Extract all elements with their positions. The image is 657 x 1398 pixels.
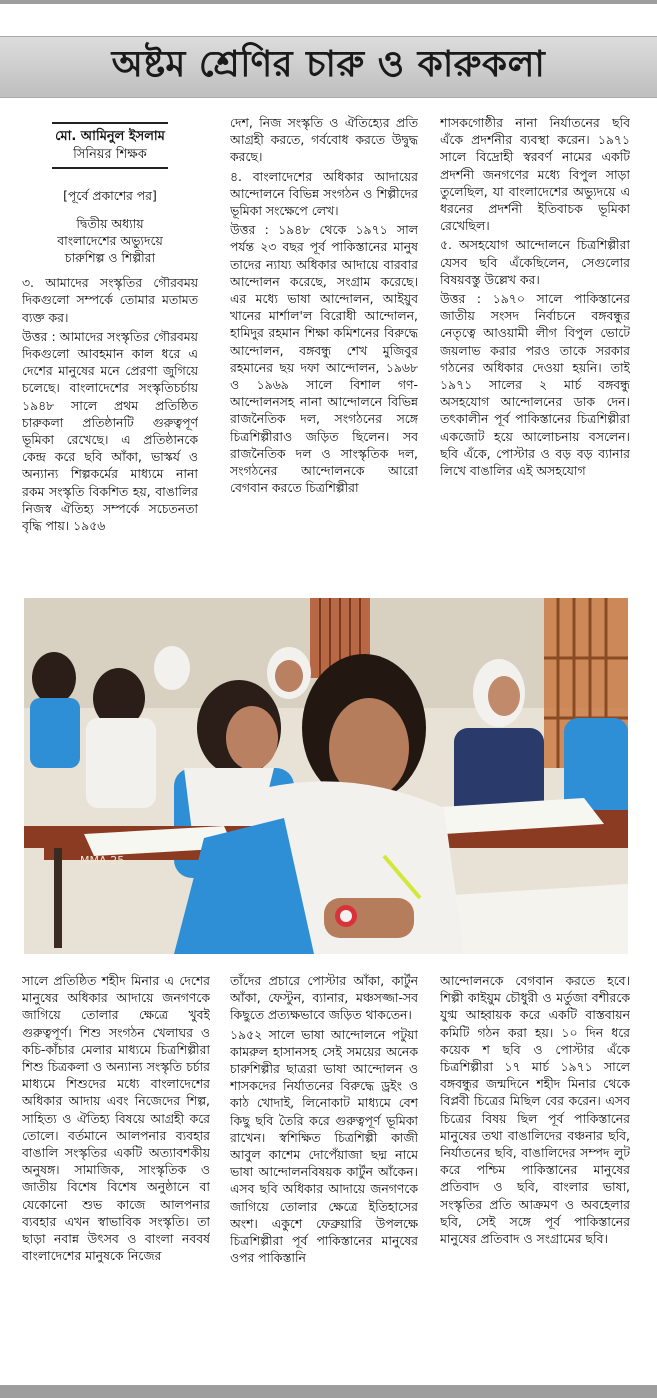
col6-para-1: আন্দোলনকে বেগবান করতে হবে। শিল্পী কাইয়ুম চৌধুরী ও মর্তুজা বশীরকে যুগ্ম আহ্বায়ক করে একটি বাস্তবায়ন কমিটি গঠন করা হয়। ১০ দিন ধরে কয়েক শ ছবি ও পোস্টার এঁকে চিত্রশিল্পীরা ১৭ মার্চ ১৯৭১ সালে বঙ্গবন্ধুর জন্মদিনে শহীদ মিনার থেকে বিপ্লবী চিত্রের মিছিল বের করেন। এসব চিত্রের বিষয় ছিল পূর্ব পাকিস্তানের মানুষের তথা বাঙালিদের বঞ্চনার ছবি, নির্যাতনের ছবি, বাঙালিদের সম্পদ লুট করে পশ্চিম পাকিস্তানের মানুষের প্রতিবাদ ও ছবি, বাংলার ভাষা, সংস্কৃতির প্রতি আক্রমণ ও অবহেলার ছবি, সেই সঙ্গে পূর্ব পাকিস্তানের মানুষের প্রতিবাদ ও সংগ্রামের ছবি। — [440, 973, 630, 1247]
answer-3: উত্তর : আমাদের সংস্কৃতির গৌরবময় দিকগুলো আবহমান কাল ধরে এ দেশের মানুষের মনে প্রেরণা জুগিয়ে চলেছে। বাংলাদেশের সংস্কৃতিচর্চায় ১৯৪৮ সালে প্রথম প্রতিষ্ঠিত চারুকলা প্রতিষ্ঠানটি গুরুত্বপূর্ণ ভূমিকা রেখেছে। এ প্রতিষ্ঠানকে কেন্দ্র করে ছবি আঁকা, ভাস্কর্য ও অন্যান্য শিল্পকর্মের মাধ্যমে নানা রকম সংস্কৃতি বিকশিত হয়, বাঙালির নিজস্ব ঐতিহ্য সম্পর্কে সচেতনতা বৃদ্ধি পায়। ১৯৫৬ — [22, 328, 198, 534]
column-4 — [22, 972, 210, 1376]
top-border — [0, 0, 657, 4]
desk-label: MMA-25 — [80, 854, 125, 867]
col2-para-1: দেশ, নিজ সংস্কৃতি ও ঐতিহ্যের প্রতি আগ্রহী করতে, গর্ববোধ করতে উদ্বুদ্ধ করছে। — [230, 115, 418, 165]
column-5 — [230, 972, 418, 1376]
chapter-subtitle-1: বাংলাদেশের অভ্যুদয়ে — [57, 232, 163, 248]
col3-para-1: শাসকগোষ্ঠীর নানা নির্যাতনের ছবি এঁকে প্রদর্শনীর ব্যবস্থা করেন। ১৯৭১ সালে বিদ্রোহী স্বরবর্ণ নামের একটি প্রদর্শনী জনগণের মধ্যে বিপুল সাড়া তুলেছিল, যা বাংলাদেশের অভ্যুদয়ে এ ধরনের প্রদর্শনী ইতিবাচক ভূমিকা রেখেছিল। — [440, 115, 630, 234]
col5-para-2: ১৯৫২ সালে ভাষা আন্দোলনে পটুয়া কামরুল হাসানসহ সেই সময়ের অনেক চারুশিল্পীর ছাত্ররা ভাষা আন্দোলন ও শাসকদের নির্যাতনের বিরুদ্ধে ড্রইং ও কাঠ খোদাই, লিনোকাট মাধ্যমে বেশ কিছু ছবি তৈরি করে গুরুত্বপূর্ণ ভূমিকা রাখেন। স্বশিক্ষিত চিত্রশিল্পী কাজী আবুল কাশেম দোপেঁয়াজা ছদ্ম নামে ভাষা আন্দোলনবিষয়ক কার্টুন আঁকেন। এসব ছবি অধিকার আদায়ে জনগণকে জাগিয়ে তোলার ক্ষেত্রে ইতিহাসের অংশ। একুশে ফেব্রুয়ারি উপলক্ষে চিত্রশিল্পীরা পূর্ব পাকিস্তানের মানুষের ওপর পাকিস্তানি — [230, 1026, 418, 1266]
column-2 — [230, 114, 418, 586]
answer-4: উত্তর : ১৯৪৮ থেকে ১৯৭১ সাল পর্যন্ত ২৩ বছর পূর্ব পাকিস্তানের মানুষ তাদের ন্যায্য অধিকার আদায়ে বারবার আন্দোলন করেছে, সংগ্রাম করেছে। এর মধ্যে ভাষা আন্দোলন, আইয়ুব খানের মার্শাল'ল বিরোধী আন্দোলন, হামিদুর রহমান শিক্ষা কমিশনের বিরুদ্ধে আন্দোলন, বঙ্গবন্ধু শেখ মুজিবুর রহমানের ছয় দফা আন্দোলন, ১৯৬৮ ও ১৯৬৯ সালে বিশাল গণ-আন্দোলনসহ নানা আন্দোলনে বিভিন্ন রাজনৈতিক দল, সংগঠনের সঙ্গে চিত্রশিল্পীরাও জড়িত ছিলেন। সব রাজনৈতিক দল ও সাংস্কৃতিক দল, সংগঠনের আন্দোলনকে আরো বেগবান করতে চিত্রশিল্পীরা — [230, 222, 418, 496]
author-name: মো. আমিনুল ইসলাম — [55, 129, 165, 144]
answer-5: উত্তর : ১৯৭০ সালে পাকিস্তানের জাতীয় সংসদ নির্বাচনে বঙ্গবন্ধুর নেতৃত্বে আওয়ামী লীগ বিপুল ভোটে জয়লাভ করার পরও তাকে সরকার গঠনের অধিকার দেওয়া হয়নি। তাই ১৯৭১ সালের ২ মার্চ বঙ্গবন্ধু অসহযোগ আন্দোলনের ডাক দেন। তৎকালীন পূর্ব পাকিস্তানের চিত্রশিল্পীরা একজোট হয়ে আলোচনায় বসলেন। ছবি এঁকে, পোস্টার ও বড় বড় ব্যানার লিখে বাঙালির এই অসহযোগ — [440, 291, 630, 479]
chapter-title: দ্বিতীয় অধ্যায় — [76, 215, 144, 231]
byline-rule-bottom — [52, 167, 168, 169]
question-4: ৪. বাংলাদেশের অধিকার আদায়ের আন্দোলনে বিভিন্ন সংগঠন ও শিল্পীদের ভূমিকা সংক্ষেপে লেখ। — [230, 168, 418, 219]
column-1 — [22, 96, 198, 586]
question-5: ৫. অসহযোগ আন্দোলনে চিত্রশিল্পীরা যেসব ছবি এঁকেছিলেন, সেগুলোর বিষয়বস্তু উল্লেখ কর। — [440, 237, 630, 287]
byline — [22, 122, 198, 169]
title-banner — [0, 36, 657, 98]
chapter-subtitle-2: চারুশিল্প ও শিল্পীরা — [64, 250, 156, 266]
col5-para-1: তাঁদের প্রচারে পোস্টার আঁকা, কার্টুন আঁকা, ফেস্টুন, ব্যানার, মঞ্চসজ্জা-সব কিছুতে প্রত্যক্ষভাবে জড়িত থাকতেন। — [230, 973, 418, 1023]
classroom-photo — [24, 598, 628, 954]
column-6 — [440, 972, 630, 1376]
question-3: ৩. আমাদের সংস্কৃতির গৌরবময় দিকগুলো সম্পর্কে তোমার মতামত ব্যক্ত কর। — [22, 275, 198, 325]
column-3 — [440, 114, 630, 586]
classroom-photo-illustration — [24, 598, 628, 954]
previous-note: [পূর্বে প্রকাশের পর] — [63, 188, 157, 204]
page-title: অষ্টম শ্রেণির চারু ও কারুকলা — [111, 43, 546, 85]
bottom-border — [0, 1385, 657, 1398]
author-role: সিনিয়র শিক্ষক — [73, 147, 147, 163]
col4-para-1: সালে প্রতিষ্ঠিত শহীদ মিনার এ দেশের মানুষের অধিকার আদায়ে জনগণকে জাগিয়ে তোলার ক্ষেত্রে খুবই গুরুত্বপূর্ণ। শিশু সংগঠন খেলাঘর ও কচি-কাঁচার মেলার মাধ্যমে চিত্রশিল্পীরা শিশু চিত্রকলা ও অন্যান্য সংস্কৃতি চর্চার মাধ্যমে শিশুদের মধ্যে বাংলাদেশের অধিকার আদায় এবং নিজেদের শিল্প, সাহিত্য ও ঐতিহ্য বিষয়ে আগ্রহী করে তোলে। বর্তমানে আলপনার ব্যবহার বাঙালি সংস্কৃতির একটি অত্যাবশকীয় অনুষঙ্গ। সামাজিক, সাংস্কৃতিক ও জাতীয় বিশেষ বিশেষ অনুষ্ঠানে বা যেকোনো শুভ কাজে আলপনার ব্যবহার এখন স্বাভাবিক সংস্কৃতি। তা ছাড়া নবান্ন উৎসব ও বাংলা নববর্ষ বাংলাদেশের মানুষকে নিজের — [22, 973, 210, 1264]
